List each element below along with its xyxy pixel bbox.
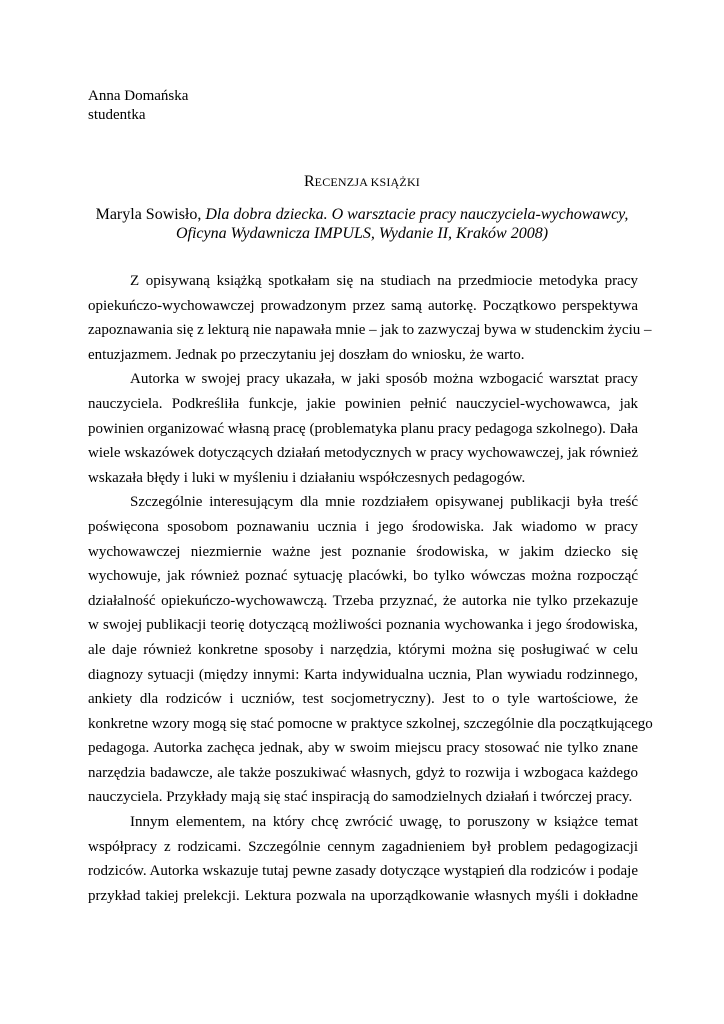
body-line: entuzjazmem. Jednak po przeczytaniu jej doszłam do wniosku, że warto. xyxy=(88,346,525,363)
citation-title: Dla dobra dziecka. O warsztacie pracy nauczyciela-wychowawcy, xyxy=(205,206,629,223)
body-line: wychowawczej niezmiernie ważne jest poznanie środowiska, w jakim dziecko się xyxy=(88,543,638,560)
body-line: w swojej publikacji teorię dotyczącą możliwości poznania wychowanka i jego środowiska, xyxy=(88,617,638,634)
body-line: ale daje również konkretne sposoby i narzędzia, którymi można się posługiwać w celu xyxy=(88,641,638,658)
body-line: Szczególnie interesującym dla mnie rozdziałem opisywanej publikacji była treść xyxy=(130,494,638,511)
citation-author: Maryla Sowisło, xyxy=(95,206,206,223)
body-line: diagnozy sytuacji (między innymi: Karta indywidualna ucznia, Plan wywiadu rodzinnego, xyxy=(88,666,638,683)
body-line: współpracy z rodzicami. Szczególnie cennym zagadnieniem był problem pedagogizacji xyxy=(88,838,638,855)
body-line: przykład takiej prelekcji. Lektura pozwala na uporządkowanie własnych myśli i dokładne xyxy=(88,887,638,904)
document-title xyxy=(0,172,724,192)
body-line: konkretne wzory mogą się stać pomocne w praktyce szkolnej, szczególnie dla początkującego xyxy=(88,715,653,732)
body-line: Z opisywaną książką spotkałam się na studiach na przedmiocie metodyka pracy xyxy=(130,273,638,289)
body-line: zapoznawania się z lekturą nie napawała mnie – jak to zazwyczaj bywa w studenckim życiu – xyxy=(88,322,652,339)
body-line: ankiety dla rodziców i uczniów, test socjometryczny). Jest to o tyle wartościowe, że xyxy=(88,691,638,708)
body-line: poświęcona sposobom poznawaniu ucznia i jego środowiska. Jak wiadomo w pracy xyxy=(88,518,638,535)
body-line: pedagoga. Autorka zachęca jednak, aby w swoim miejscu pracy stosować nie tylko znane xyxy=(88,740,638,757)
body-line: nauczyciela. Przykłady mają się stać inspiracją do samodzielnych działań i twórczej pracy. xyxy=(88,789,633,806)
author-role: studentka xyxy=(88,107,146,123)
body-line: Innym elementem, na który chcę zwrócić uwagę, to poruszony w książce temat xyxy=(130,814,638,831)
citation-line-1 xyxy=(80,205,644,224)
title-rest: ECENZJA KSIĄŻKI xyxy=(314,175,420,189)
title-first-letter: R xyxy=(304,173,315,190)
body-line: rodziców. Autorka wskazuje tutaj pewne zasady dotyczące wystąpień dla rodziców i podaje xyxy=(88,863,638,880)
book-citation xyxy=(80,205,644,243)
body-line: nauczyciela. Podkreśliła funkcje, jakie powinien pełnić nauczyciel-wychowawca, jak xyxy=(88,395,638,412)
body-line: Autorka w swojej pracy ukazała, w jaki sposób można wzbogacić warsztat pracy xyxy=(130,371,638,388)
author-block xyxy=(88,87,188,125)
body-line: narzędzia badawcze, ale także poszukiwać własnych, gdyż to rozwija i wzbogaca każdego xyxy=(88,764,638,781)
author-name: Anna Domańska xyxy=(88,88,189,104)
citation-line-2: Oficyna Wydawnicza IMPULS, Wydanie II, Kraków 2008) xyxy=(175,225,549,242)
review-body xyxy=(88,269,653,908)
body-line: wskazała błędy i luki w myśleniu i działaniu współczesnych pedagogów. xyxy=(88,469,526,486)
body-line: działalność opiekuńczo-wychowawczą. Trzeba przyznać, że autorka nie tylko przekazuje xyxy=(88,592,638,609)
body-line: opiekuńczo-wychowawczej prowadzonym przez samą autorkę. Początkowo perspektywa xyxy=(88,297,638,314)
body-line: powinien organizować własną pracę (problematyka planu pracy pedagoga szkolnego). Dała xyxy=(88,420,638,437)
body-line: wiele wskazówek dotyczących działań metodycznych w pracy wychowawczej, jak również xyxy=(88,445,638,462)
body-line: wychowuje, jak również poznać sytuację placówki, bo tylko wówczas można rozpocząć xyxy=(88,568,638,585)
